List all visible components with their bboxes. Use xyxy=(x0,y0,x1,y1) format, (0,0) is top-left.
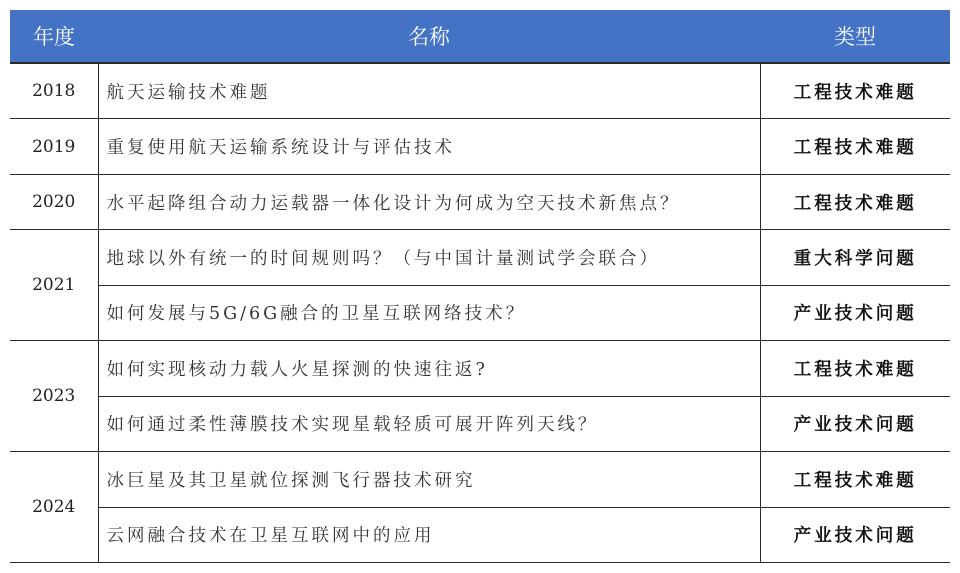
name-cell: 水平起降组合动力运载器一体化设计为何成为空天技术新焦点？ xyxy=(98,174,760,229)
table-row xyxy=(10,396,950,451)
year-cell: 2023 xyxy=(10,341,98,452)
type-cell: 工程技术难题 xyxy=(760,63,950,119)
name-cell: 航天运输技术难题 xyxy=(98,63,760,119)
table-row xyxy=(10,285,950,340)
year-cell: 2024 xyxy=(10,452,98,563)
table-row xyxy=(10,119,950,174)
year-cell: 2019 xyxy=(10,119,98,174)
header-type: 类型 xyxy=(760,10,950,63)
table-row xyxy=(10,452,950,507)
header-year: 年度 xyxy=(10,10,98,63)
name-cell: 重复使用航天运输系统设计与评估技术 xyxy=(98,119,760,174)
year-cell: 2018 xyxy=(10,63,98,119)
name-cell: 如何通过柔性薄膜技术实现星载轻质可展开阵列天线？ xyxy=(98,396,760,451)
table-row xyxy=(10,230,950,285)
year-cell: 2021 xyxy=(10,230,98,341)
type-cell: 重大科学问题 xyxy=(760,230,950,285)
table-row xyxy=(10,174,950,229)
type-cell: 工程技术难题 xyxy=(760,119,950,174)
name-cell: 冰巨星及其卫星就位探测飞行器技术研究 xyxy=(98,452,760,507)
type-cell: 产业技术问题 xyxy=(760,285,950,340)
name-cell: 如何实现核动力载人火星探测的快速往返? xyxy=(98,341,760,396)
table-row xyxy=(10,507,950,562)
type-cell: 工程技术难题 xyxy=(760,341,950,396)
header-name: 名称 xyxy=(98,10,760,63)
year-cell: 2020 xyxy=(10,174,98,229)
table-header-row xyxy=(10,10,950,63)
type-cell: 产业技术问题 xyxy=(760,396,950,451)
topics-table xyxy=(10,10,950,563)
name-cell: 云网融合技术在卫星互联网中的应用 xyxy=(98,507,760,562)
table-row xyxy=(10,341,950,396)
name-cell: 地球以外有统一的时间规则吗？（与中国计量测试学会联合） xyxy=(98,230,760,285)
type-cell: 产业技术问题 xyxy=(760,507,950,562)
type-cell: 工程技术难题 xyxy=(760,452,950,507)
name-cell: 如何发展与5G/6G融合的卫星互联网络技术？ xyxy=(98,285,760,340)
type-cell: 工程技术难题 xyxy=(760,174,950,229)
table-row xyxy=(10,63,950,119)
